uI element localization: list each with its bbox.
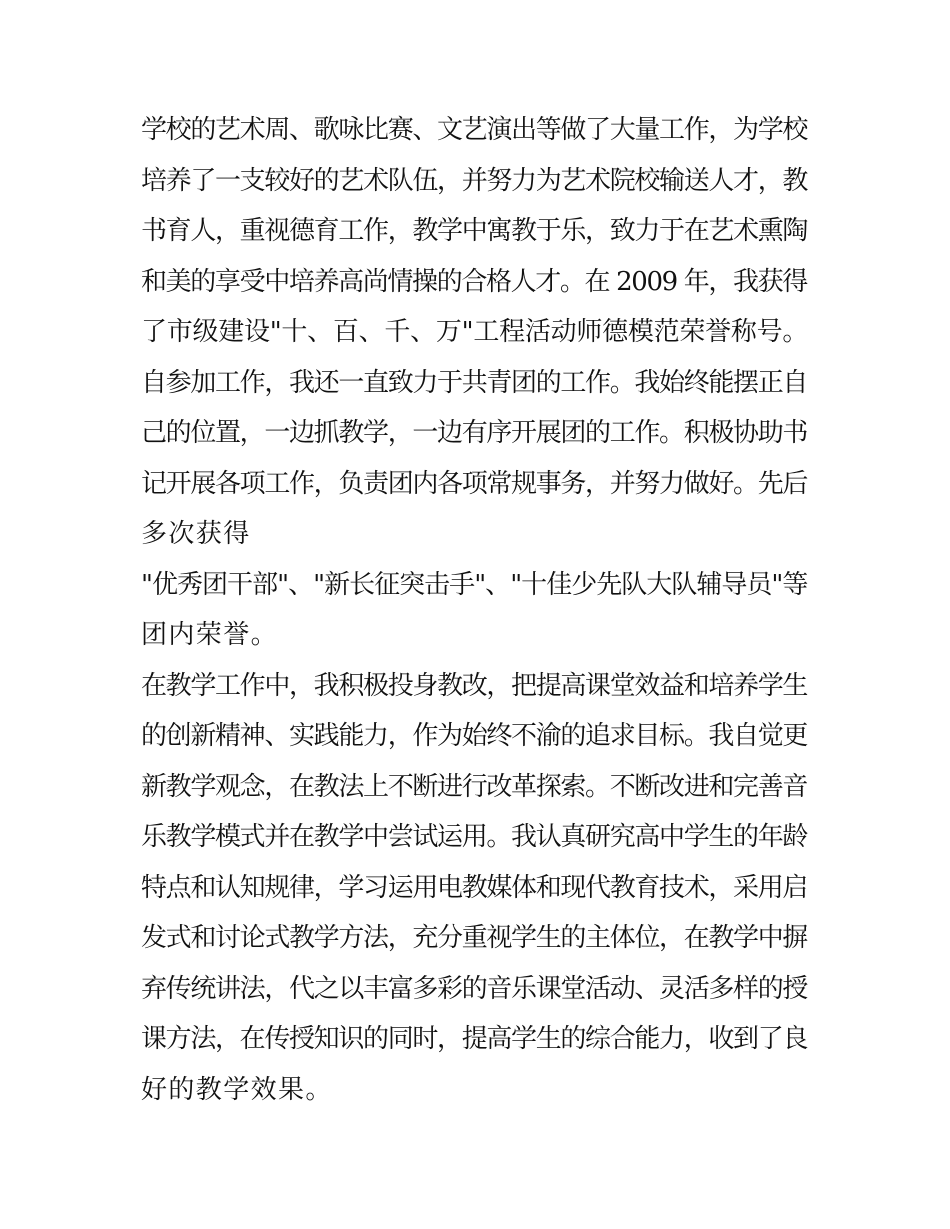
text-line: 学校的艺术周、歌咏比赛、文艺演出等做了大量工作，为学校 (141, 115, 808, 145)
text-line: 特点和认知规律，学习运用电教媒体和现代教育技术，采用启 (141, 872, 808, 903)
text-line: 新教学观念，在教法上不断进行改革探索。不断改进和完善音 (141, 771, 808, 802)
text-line: 在教学工作中，我积极投身教改，把提高课堂效益和培养学生 (141, 670, 808, 701)
text-line: 记开展各项工作，负责团内各项常规事务，并努力做好。先后 (141, 468, 808, 499)
text-line: 团内荣誉。 (141, 620, 279, 650)
text-line: 自参加工作，我还一直致力于共青团的工作。我始终能摆正自 (141, 367, 808, 398)
text-line: 多次获得 (141, 519, 251, 549)
text-line: 好的教学效果。 (141, 1074, 333, 1105)
text-line: 弃传统讲法，代之以丰富多彩的音乐课堂活动、灵活多样的授 (141, 973, 808, 1004)
text-line: 发式和讨论式教学方法，充分重视学生的主体位，在教学中摒 (141, 923, 808, 953)
text-line: 己的位置，一边抓教学，一边有序开展团的工作。积极协助书 (141, 418, 808, 448)
text-line: 书育人，重视德育工作，教学中寓教于乐，致力于在艺术熏陶 (141, 216, 808, 246)
text-line: 课方法，在传授知识的同时，提高学生的综合能力，收到了良 (141, 1024, 808, 1054)
text-line: 的创新精神、实践能力，作为始终不渝的追求目标。我自觉更 (141, 721, 808, 751)
text-line: 了市级建设"十、百、千、万"工程活动师德模范荣誉称号。 (141, 317, 809, 347)
text-line: 培养了一支较好的艺术队伍，并努力为艺术院校输送人才，教 (141, 165, 808, 196)
text-line: 乐教学模式并在教学中尝试运用。我认真研究高中学生的年龄 (141, 822, 808, 852)
text-line: "优秀团干部"、"新长征突击手"、"十佳少先队大队辅导员"等 (141, 569, 808, 600)
text-line: 和美的享受中培养高尚情操的合格人才。在 2009 年，我获得 (141, 266, 807, 297)
